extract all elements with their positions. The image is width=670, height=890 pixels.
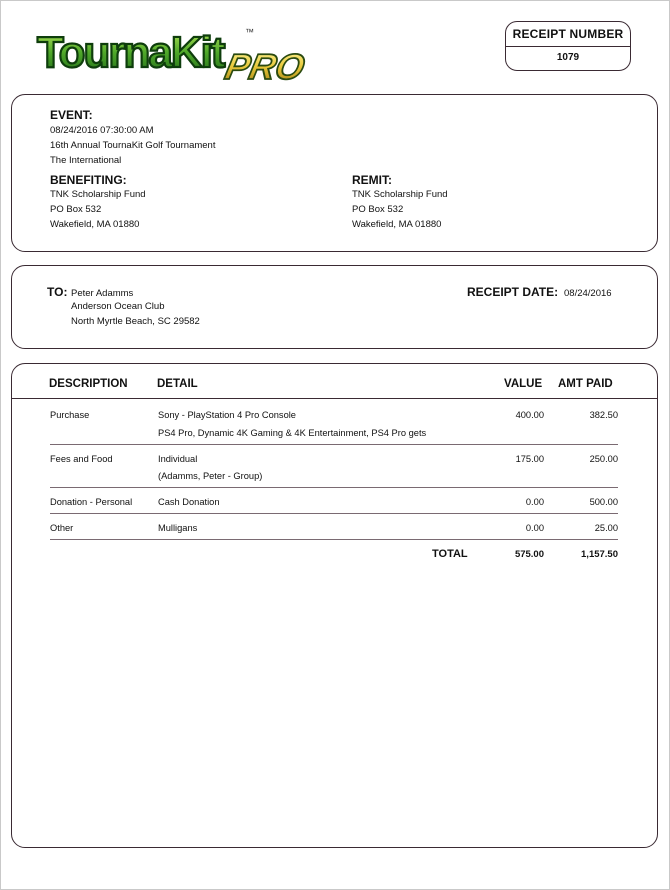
- row-detail: Sony - PlayStation 4 Pro Console: [158, 410, 296, 420]
- remit-name: TNK Scholarship Fund: [352, 189, 448, 200]
- row-description: Fees and Food: [50, 454, 113, 464]
- event-label: EVENT:: [50, 108, 93, 122]
- svg-text:™: ™: [245, 27, 254, 37]
- row-amt-paid: 250.00: [589, 454, 618, 464]
- row-divider: [50, 513, 618, 514]
- event-details: [50, 123, 216, 168]
- row-detail-secondary: PS4 Pro, Dynamic 4K Gaming & 4K Entertainment, PS4 Pro gets: [158, 428, 427, 438]
- row-divider: [50, 539, 618, 540]
- tournakit-pro-logo: [31, 15, 341, 95]
- event-name: 16th Annual TournaKit Golf Tournament: [50, 140, 216, 151]
- row-amt-paid: 382.50: [589, 410, 618, 420]
- remit-label: REMIT:: [352, 173, 392, 187]
- svg-text:TournaKit: TournaKit: [37, 28, 224, 77]
- svg-text:PRO: PRO: [221, 46, 309, 87]
- benefiting-details: [50, 187, 146, 232]
- row-description: Purchase: [50, 410, 90, 420]
- recipient-city: North Myrtle Beach, SC 29582: [71, 316, 200, 327]
- benefiting-name: TNK Scholarship Fund: [50, 189, 146, 200]
- recipient-panel: [11, 265, 658, 349]
- row-detail: Individual: [158, 454, 198, 464]
- row-amt-paid: 500.00: [589, 497, 618, 507]
- total-amt-paid: 1,157.50: [581, 549, 618, 560]
- total-value: 575.00: [514, 549, 544, 560]
- row-description: Donation - Personal: [50, 497, 133, 507]
- row-divider: [50, 487, 618, 488]
- receipt-number-value: 1079: [556, 52, 580, 63]
- remit-address2: Wakefield, MA 01880: [352, 219, 442, 230]
- receipt-number-box: [505, 21, 631, 71]
- benefiting-address2: Wakefield, MA 01880: [50, 219, 140, 230]
- amt-paid-column-header: AMT PAID: [558, 378, 613, 390]
- row-value: 400.00: [515, 410, 544, 420]
- event-venue: The International: [50, 155, 122, 166]
- row-value: 175.00: [515, 454, 544, 464]
- receipt-date-value: 08/24/2016: [564, 288, 612, 299]
- row-divider: [50, 444, 618, 445]
- row-detail: Mulligans: [158, 523, 198, 533]
- detail-column-header: DETAIL: [157, 378, 198, 390]
- header-divider: [12, 398, 657, 399]
- recipient-name: Peter Adamms: [71, 288, 134, 299]
- recipient-org: Anderson Ocean Club: [71, 301, 165, 312]
- row-value: 0.00: [525, 497, 544, 507]
- row-amt-paid: 25.00: [594, 523, 618, 533]
- benefiting-label: BENEFITING:: [50, 173, 127, 187]
- row-detail-secondary: (Adamms, Peter - Group): [158, 471, 263, 481]
- row-description: Other: [50, 523, 74, 533]
- description-column-header: DESCRIPTION: [49, 378, 128, 390]
- recipient-address: [71, 299, 200, 329]
- receipt-date-label: RECEIPT DATE:: [467, 285, 559, 299]
- value-column-header: VALUE: [504, 378, 543, 390]
- line-items-panel: [11, 363, 658, 848]
- receipt-number-label: RECEIPT NUMBER: [506, 22, 630, 47]
- row-detail: Cash Donation: [158, 497, 220, 507]
- event-datetime: 08/24/2016 07:30:00 AM: [50, 125, 154, 136]
- row-value: 0.00: [525, 523, 544, 533]
- remit-details: [352, 187, 448, 232]
- to-label: TO:: [47, 285, 68, 299]
- total-label: TOTAL: [432, 548, 468, 560]
- event-panel: [11, 94, 658, 252]
- remit-address1: PO Box 532: [352, 204, 404, 215]
- benefiting-address1: PO Box 532: [50, 204, 102, 215]
